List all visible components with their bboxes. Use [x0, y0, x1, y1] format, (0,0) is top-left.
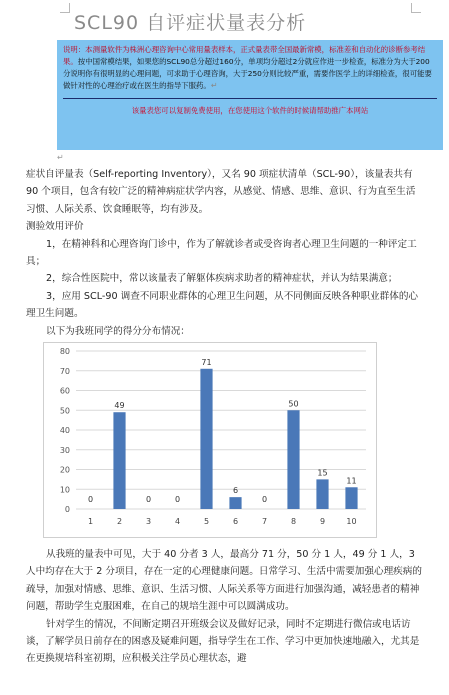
x-tick-label: 6	[232, 517, 239, 526]
data-label: 71	[201, 357, 212, 367]
data-label: 6	[232, 486, 239, 496]
bar	[200, 369, 212, 509]
bar	[316, 479, 328, 509]
page-corner-mark	[60, 3, 70, 13]
chart-canvas	[44, 343, 376, 537]
x-tick-label: 4	[174, 517, 181, 526]
x-tick-label: 3	[145, 517, 152, 526]
page-corner-mark	[411, 3, 421, 13]
notice-divider	[63, 98, 437, 99]
x-tick-label: 10	[346, 517, 357, 526]
paragraph-mark-icon: ↵	[57, 153, 64, 162]
notice-footer: 该量表您可以复制免费使用，在您使用这个软件的时候请帮助推广本网站	[131, 106, 369, 115]
x-tick-label: 9	[319, 517, 326, 526]
document-body	[26, 166, 422, 340]
data-label: 0	[145, 495, 152, 504]
paragraph-measures: 针对学生的情况，不间断定期召开班级会议及做好记录，同时不定期进行微信或电话访谈，了解学员日前存在的困惑及疑难问题，指导学生在工作、学习中更加快速地融入，尤其是在更换规培科室初期，应积极关注学员心理状态，避	[26, 618, 420, 665]
x-tick-label: 8	[290, 517, 297, 526]
notice-box	[57, 40, 443, 150]
paragraph-mark-icon: ↵	[210, 81, 218, 90]
y-tick-label: 50	[59, 406, 70, 416]
y-tick-label: 30	[59, 445, 70, 455]
x-tick-label: 5	[203, 517, 210, 526]
data-label: 11	[346, 476, 357, 486]
data-label: 49	[114, 401, 125, 411]
bar	[287, 410, 299, 509]
bar	[229, 497, 241, 509]
notice-red-lead: 说明：本测量软件为株洲心理咨询中心常用量表样本，正式量表带全国最新常模，标准差和自动化的诊断参考结果。	[63, 45, 426, 66]
notice-text	[63, 44, 437, 92]
data-label: 15	[317, 468, 328, 478]
score-distribution-chart	[43, 342, 377, 538]
paragraph-chart-intro: 以下为我班同学的得分分布情况：	[46, 325, 190, 337]
paragraph-item-2: 2，综合性医院中，常以该量表了解躯体疾病求助者的精神症状，并认为结果满意；	[46, 273, 398, 285]
paragraph-item-1: 1，在精神科和心理咨询门诊中，作为了解就诊者或受咨询者心理卫生问题的一种评定工具；	[26, 238, 417, 268]
y-tick-label: 10	[59, 485, 70, 495]
y-tick-label: 70	[59, 366, 70, 376]
y-tick-label: 80	[59, 347, 70, 356]
paragraph-analysis: 从我班的量表中可见，大于 40 分者 3 人，最高分 71 分，50 分 1 人，49 分 1 人，3 人中均存在大于 2 分项目，存在一定的心理健康问题。日常学习、生活中需要加强心理疾病的疏导，加强对情感、思维、意识、生活习惯、人际关系等方面进行加强沟通，减轻患者的精神问题，帮助学生克服困难，在自己的规培生涯中可以圆满成功。	[26, 549, 422, 613]
data-label: 0	[261, 495, 268, 504]
y-tick-label: 20	[59, 465, 70, 475]
data-label: 50	[288, 399, 299, 409]
notice-norm-text: 按中国常模结果，如果您的SCL90总分超过160分，单项均分超过2分就应作进一步检查，标准分为大于200分说明你有很明显的心理问题，可求助于心理咨询，大于250分则比较严重，需要作医学上的详细检查，很可能要做针对性的心理治疗或在医生的指导下服药。	[63, 57, 432, 90]
bar	[113, 412, 125, 509]
data-label: 0	[87, 495, 94, 504]
y-tick-label: 60	[59, 386, 70, 396]
x-tick-label: 7	[261, 517, 268, 526]
y-tick-label: 40	[59, 426, 70, 435]
data-label: 0	[174, 495, 181, 504]
y-tick-label: 0	[64, 505, 70, 514]
document-body-continued	[26, 546, 422, 668]
paragraph-item-3: 3，应用 SCL-90 调查不同职业群体的心理卫生问题，从不同侧面反映各种职业群体的心理卫生问题。	[26, 290, 419, 320]
document-title: SCL90 自评症状量表分析	[74, 12, 307, 34]
bar	[345, 487, 357, 509]
x-tick-label: 2	[116, 517, 123, 526]
x-tick-label: 1	[87, 517, 94, 526]
paragraph-intro: 症状自评量表（Self-reporting Inventory），又名 90 项症状清单（SCL-90），该量表共有 90 个项目，包含有较广泛的精神病症状学内容，从感觉、情感、思维、意识、行为直至生活习惯、人际关系、饮食睡眠等，均有涉及。	[26, 169, 416, 215]
paragraph-heading: 测验效用评价	[26, 221, 84, 233]
